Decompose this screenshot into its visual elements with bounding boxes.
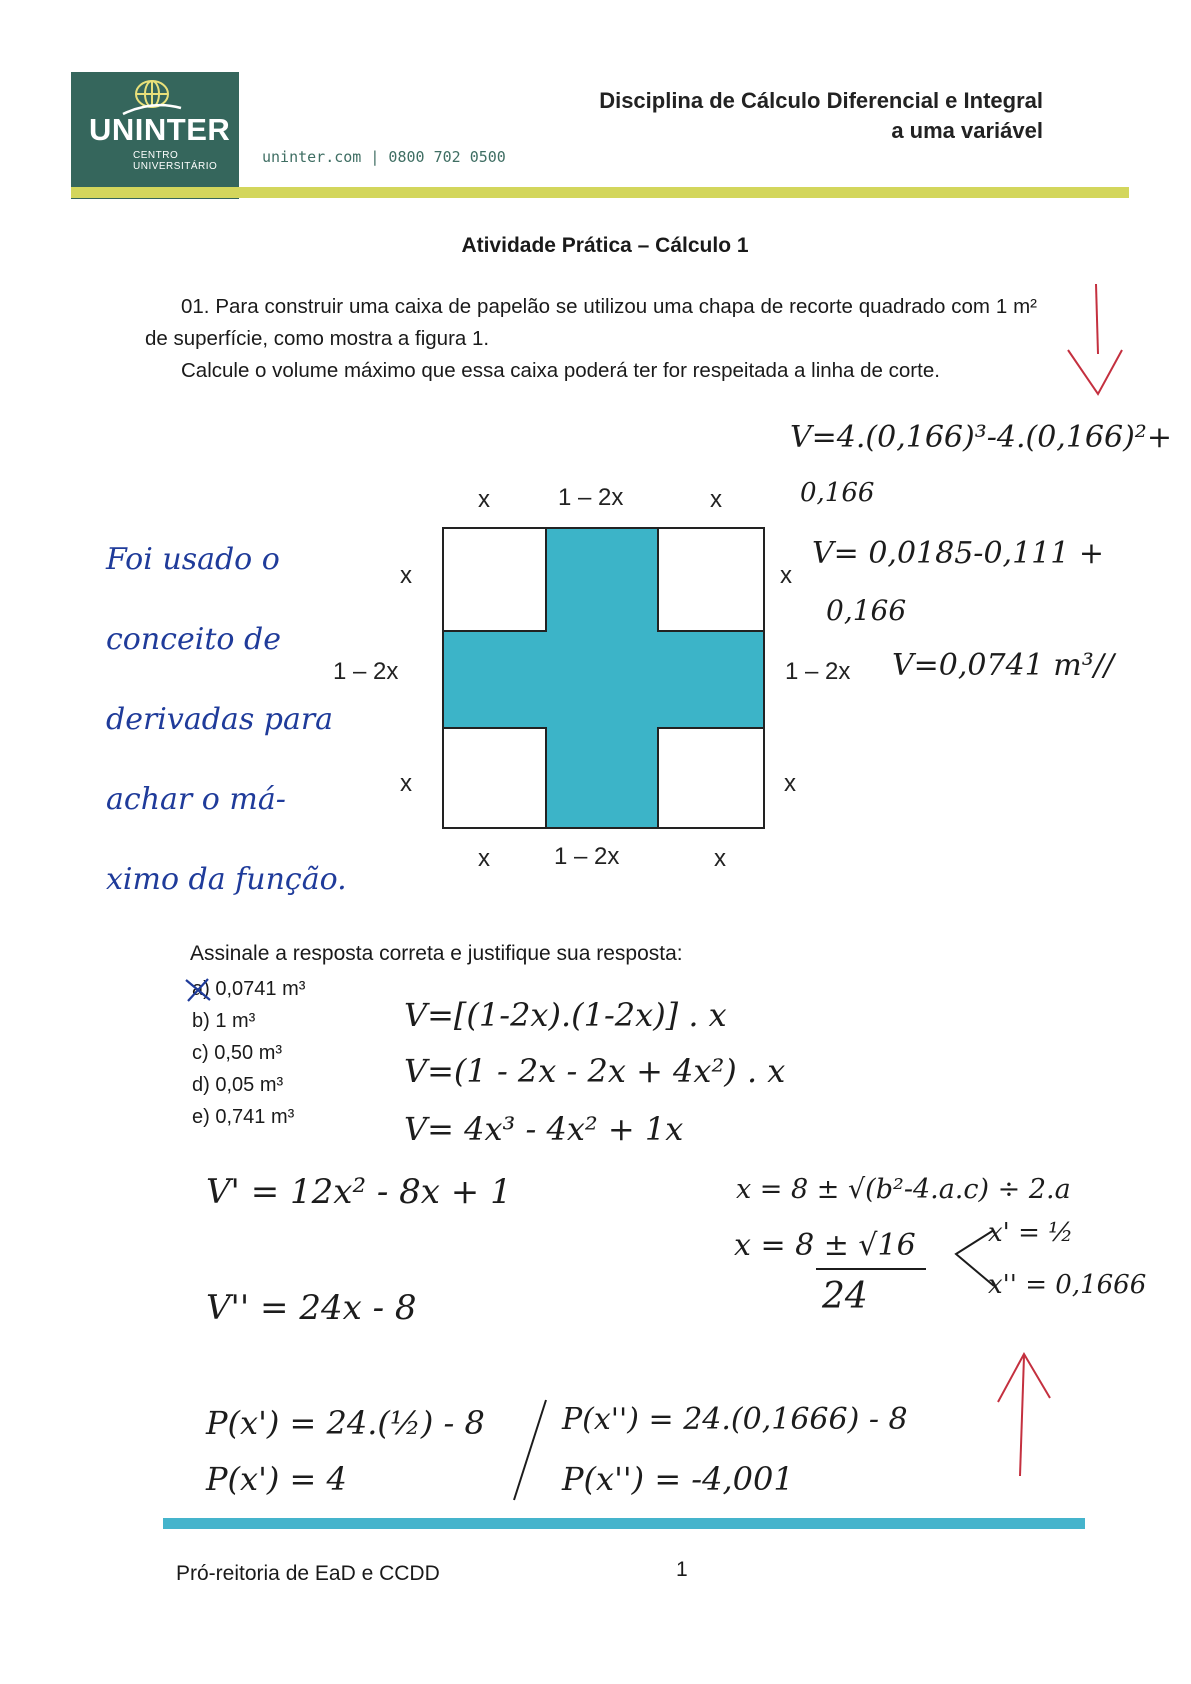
hand-volume-step-1b: 0,166 xyxy=(800,478,875,508)
header-divider xyxy=(71,187,1129,198)
hand-volume-result: V=0,0741 m³// xyxy=(892,648,1114,683)
question-paragraph-2: Calcule o volume máximo que essa caixa poderá ter for respeitada a linha de corte. xyxy=(181,359,940,382)
hand-p-x1-step: P(x') = 24.(½) - 8 xyxy=(206,1404,485,1442)
fig-label-left-bottom: x xyxy=(400,770,412,797)
corner-cut-top-right xyxy=(658,528,764,631)
fig-label-bottom-mid: 1 – 2x xyxy=(554,843,620,870)
option-e: e) 0,741 m³ xyxy=(192,1106,295,1128)
corner-cut-top-left xyxy=(443,528,546,631)
hand-bhaskara-denominator: 24 xyxy=(822,1276,868,1317)
option-b: b) 1 m³ xyxy=(192,1010,256,1032)
footer-divider xyxy=(163,1518,1085,1529)
discipline-line2: a uma variável xyxy=(891,118,1043,143)
logo-sub-line2: UNIVERSITÁRIO xyxy=(133,161,218,172)
corner-cut-bottom-left xyxy=(443,728,546,828)
question-paragraph-1: 01. Para construir uma caixa de papelão se utilizou uma chapa de recorte quadrado com 1 m² de superfície, como mostra a figura 1. xyxy=(145,295,1037,350)
fraction-line xyxy=(816,1268,926,1270)
hand-volume-step-1: V=4.(0,166)³-4.(0,166)²+ xyxy=(790,420,1172,455)
hand-eq-1: V=[(1-2x).(1-2x)] . x xyxy=(404,996,727,1034)
logo-brand: UNINTER xyxy=(89,112,231,147)
note-line-4: achar o má- xyxy=(106,782,286,817)
page-number: 1 xyxy=(676,1558,688,1581)
hand-p-x1-result: P(x') = 4 xyxy=(206,1460,347,1498)
hand-root-2: x'' = 0,1666 xyxy=(988,1270,1147,1300)
option-a: a) 0,0741 m³ xyxy=(192,978,306,1000)
fig-label-left-top: x xyxy=(400,562,412,589)
note-line-1: Foi usado o xyxy=(106,542,280,577)
fig-label-right-mid: 1 – 2x xyxy=(785,658,851,685)
hand-first-derivative: V' = 12x² - 8x + 1 xyxy=(206,1172,512,1212)
hand-volume-step-2: V= 0,0185-0,111 + xyxy=(812,536,1105,571)
hand-bhaskara-numerator: x = 8 ± √16 xyxy=(734,1228,916,1263)
hand-bhaskara-formula: x = 8 ± √(b²-4.a.c) ÷ 2.a xyxy=(736,1174,1071,1205)
hand-p-x2-result: P(x'') = -4,001 xyxy=(562,1460,794,1498)
fig-label-right-bottom: x xyxy=(784,770,796,797)
fig-label-bottom-right: x xyxy=(714,845,726,872)
option-a-check-mark xyxy=(182,976,216,1004)
note-line-5: ximo da função. xyxy=(106,862,347,897)
fig-label-left-mid: 1 – 2x xyxy=(333,658,399,685)
note-line-2: conceito de xyxy=(106,622,281,657)
contact-info: uninter.com | 0800 702 0500 xyxy=(262,148,506,166)
hand-root-1: x' = ½ xyxy=(988,1218,1074,1248)
figure-1-cross-diagram xyxy=(440,520,770,830)
hand-eq-3: V= 4x³ - 4x² + 1x xyxy=(404,1110,684,1148)
fig-label-top-mid: 1 – 2x xyxy=(558,484,624,511)
option-d: d) 0,05 m³ xyxy=(192,1074,284,1096)
uninter-logo xyxy=(71,72,239,199)
fig-label-top-right: x xyxy=(710,486,722,513)
hand-p-x2-step: P(x'') = 24.(0,1666) - 8 xyxy=(562,1402,908,1437)
hand-volume-step-2b: 0,166 xyxy=(826,594,907,627)
page-title: Atividade Prática – Cálculo 1 xyxy=(461,234,749,257)
fig-label-top-left: x xyxy=(478,486,490,513)
option-c: c) 0,50 m³ xyxy=(192,1042,283,1064)
answer-instruction: Assinale a resposta correta e justifique sua resposta: xyxy=(190,942,683,965)
logo-sub-line1: CENTRO xyxy=(133,150,179,161)
discipline-line1: Disciplina de Cálculo Diferencial e Integral xyxy=(599,88,1043,113)
arrow-down-icon xyxy=(1060,282,1130,402)
discipline-title xyxy=(599,86,1043,146)
corner-cut-bottom-right xyxy=(658,728,764,828)
note-line-3: derivadas para xyxy=(106,702,334,737)
question-text xyxy=(145,291,1037,387)
hand-second-derivative: V'' = 24x - 8 xyxy=(206,1288,417,1328)
handwritten-note xyxy=(106,520,376,920)
slash-divider xyxy=(510,1396,550,1506)
hand-eq-2: V=(1 - 2x - 2x + 4x²) . x xyxy=(404,1052,786,1090)
footer-text: Pró-reitoria de EaD e CCDD xyxy=(176,1562,440,1585)
fig-label-right-top: x xyxy=(780,562,792,589)
fig-label-bottom-left: x xyxy=(478,845,490,872)
arrow-up-icon xyxy=(990,1350,1060,1480)
